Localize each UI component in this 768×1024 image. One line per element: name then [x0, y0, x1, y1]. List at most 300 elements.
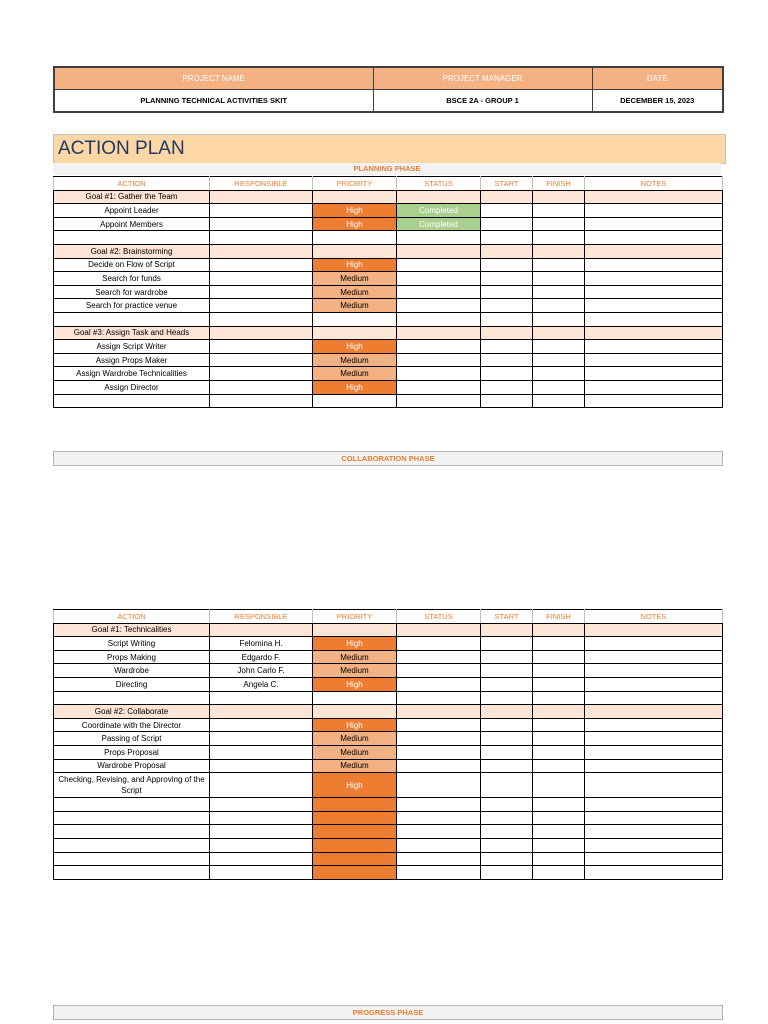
priority-cell: Medium: [313, 745, 397, 759]
empty-row: [54, 866, 723, 880]
responsible-cell: John Carlo F.: [210, 664, 313, 678]
notes-cell: [585, 705, 723, 719]
finish-cell: [533, 380, 585, 394]
responsible-cell: [210, 258, 313, 272]
empty-row: [54, 691, 723, 705]
start-cell: [481, 773, 533, 798]
start-cell: [481, 258, 533, 272]
date-header: DATE: [592, 67, 723, 90]
responsible-cell: [210, 312, 313, 326]
action-cell: [54, 691, 210, 705]
start-cell: [481, 394, 533, 408]
priority-cell: [313, 811, 397, 825]
action-cell: [54, 811, 210, 825]
action-cell: Goal #1: Gather the Team: [54, 190, 210, 204]
responsible-cell: Felomina H.: [210, 637, 313, 651]
collaboration-table: [53, 609, 723, 880]
status-cell: Completed: [397, 217, 481, 231]
column-header-finish: FINISH: [533, 610, 585, 624]
empty-row: [54, 852, 723, 866]
responsible-cell: [210, 394, 313, 408]
action-cell: Assign Script Writer: [54, 340, 210, 354]
status-cell: [397, 705, 481, 719]
status-cell: [397, 299, 481, 313]
status-cell: [397, 394, 481, 408]
responsible-cell: [210, 773, 313, 798]
table-row: [54, 272, 723, 286]
responsible-cell: [210, 623, 313, 637]
column-header-finish: FINISH: [533, 177, 585, 191]
priority-cell: [313, 244, 397, 258]
start-cell: [481, 664, 533, 678]
responsible-cell: [210, 759, 313, 773]
status-cell: [397, 691, 481, 705]
column-header-notes: NOTES: [585, 610, 723, 624]
empty-row: [54, 825, 723, 839]
finish-cell: [533, 272, 585, 286]
column-header-priority: PRIORITY: [313, 610, 397, 624]
start-cell: [481, 231, 533, 245]
status-cell: [397, 718, 481, 732]
progress-phase-label: PROGRESS PHASE: [53, 1005, 723, 1020]
responsible-cell: Edgardo F.: [210, 650, 313, 664]
finish-cell: [533, 326, 585, 340]
priority-cell: Medium: [313, 353, 397, 367]
start-cell: [481, 204, 533, 218]
status-cell: [397, 190, 481, 204]
status-cell: [397, 623, 481, 637]
column-header-action: ACTION: [54, 610, 210, 624]
table-row: [54, 353, 723, 367]
action-cell: [54, 825, 210, 839]
start-cell: [481, 312, 533, 326]
notes-cell: [585, 312, 723, 326]
start-cell: [481, 732, 533, 746]
column-header-responsible: RESPONSIBLE: [210, 177, 313, 191]
start-cell: [481, 866, 533, 880]
notes-cell: [585, 852, 723, 866]
responsible-cell: [210, 340, 313, 354]
action-cell: [54, 798, 210, 812]
finish-cell: [533, 353, 585, 367]
project-manager-value: BSCE 2A - GROUP 1: [373, 90, 592, 113]
priority-cell: [313, 326, 397, 340]
finish-cell: [533, 773, 585, 798]
start-cell: [481, 811, 533, 825]
notes-cell: [585, 759, 723, 773]
empty-row: [54, 838, 723, 852]
table-row: [54, 759, 723, 773]
finish-cell: [533, 285, 585, 299]
empty-row: [54, 394, 723, 408]
status-cell: [397, 811, 481, 825]
start-cell: [481, 838, 533, 852]
page-title: ACTION PLAN: [53, 134, 726, 164]
status-cell: [397, 258, 481, 272]
notes-cell: [585, 380, 723, 394]
finish-cell: [533, 759, 585, 773]
table-row: [54, 367, 723, 381]
status-cell: [397, 637, 481, 651]
finish-cell: [533, 312, 585, 326]
status-cell: [397, 244, 481, 258]
responsible-cell: [210, 190, 313, 204]
priority-cell: Medium: [313, 272, 397, 286]
priority-cell: Medium: [313, 650, 397, 664]
responsible-cell: [210, 691, 313, 705]
finish-cell: [533, 718, 585, 732]
project-name-header: PROJECT NAME: [54, 67, 373, 90]
notes-cell: [585, 677, 723, 691]
status-cell: [397, 285, 481, 299]
column-header-start: START: [481, 610, 533, 624]
collaboration-phase-label: COLLABORATION PHASE: [53, 451, 723, 466]
priority-cell: Medium: [313, 299, 397, 313]
notes-cell: [585, 285, 723, 299]
notes-cell: [585, 691, 723, 705]
responsible-cell: [210, 838, 313, 852]
responsible-cell: [210, 718, 313, 732]
table-row: [54, 217, 723, 231]
priority-cell: [313, 312, 397, 326]
action-cell: Decide on Flow of Script: [54, 258, 210, 272]
responsible-cell: [210, 326, 313, 340]
notes-cell: [585, 204, 723, 218]
column-header-row: [54, 177, 723, 191]
priority-cell: [313, 852, 397, 866]
priority-cell: High: [313, 773, 397, 798]
start-cell: [481, 623, 533, 637]
start-cell: [481, 705, 533, 719]
status-cell: Completed: [397, 204, 481, 218]
start-cell: [481, 340, 533, 354]
priority-cell: [313, 394, 397, 408]
action-cell: Checking, Revising, and Approving of the Script: [54, 773, 210, 798]
status-cell: [397, 838, 481, 852]
notes-cell: [585, 838, 723, 852]
start-cell: [481, 650, 533, 664]
table-row: [54, 204, 723, 218]
status-cell: [397, 650, 481, 664]
table-row: [54, 664, 723, 678]
status-cell: [397, 353, 481, 367]
notes-cell: [585, 623, 723, 637]
priority-cell: [313, 623, 397, 637]
start-cell: [481, 244, 533, 258]
project-name-value: PLANNING TECHNICAL ACTIVITIES SKIT: [54, 90, 373, 113]
priority-cell: [313, 866, 397, 880]
start-cell: [481, 326, 533, 340]
finish-cell: [533, 394, 585, 408]
status-cell: [397, 773, 481, 798]
priority-cell: [313, 190, 397, 204]
action-cell: Wardrobe Proposal: [54, 759, 210, 773]
finish-cell: [533, 825, 585, 839]
priority-cell: High: [313, 258, 397, 272]
action-cell: Coordinate with the Director: [54, 718, 210, 732]
status-cell: [397, 677, 481, 691]
status-cell: [397, 231, 481, 245]
start-cell: [481, 637, 533, 651]
priority-cell: Medium: [313, 285, 397, 299]
status-cell: [397, 367, 481, 381]
table-row: [54, 340, 723, 354]
table-row: [54, 637, 723, 651]
action-cell: Assign Wardrobe Technicalities: [54, 367, 210, 381]
column-header-notes: NOTES: [585, 177, 723, 191]
finish-cell: [533, 852, 585, 866]
priority-cell: High: [313, 637, 397, 651]
start-cell: [481, 691, 533, 705]
priority-cell: [313, 705, 397, 719]
notes-cell: [585, 217, 723, 231]
priority-cell: [313, 798, 397, 812]
table-row: [54, 718, 723, 732]
status-cell: [397, 798, 481, 812]
finish-cell: [533, 838, 585, 852]
date-value: DECEMBER 15, 2023: [592, 90, 723, 113]
start-cell: [481, 380, 533, 394]
notes-cell: [585, 299, 723, 313]
priority-cell: [313, 691, 397, 705]
notes-cell: [585, 394, 723, 408]
status-cell: [397, 732, 481, 746]
action-cell: Props Proposal: [54, 745, 210, 759]
action-cell: Search for practice venue: [54, 299, 210, 313]
column-header-status: STATUS: [397, 610, 481, 624]
notes-cell: [585, 718, 723, 732]
start-cell: [481, 852, 533, 866]
finish-cell: [533, 866, 585, 880]
status-cell: [397, 852, 481, 866]
finish-cell: [533, 691, 585, 705]
action-cell: Appoint Members: [54, 217, 210, 231]
column-header-row: [54, 610, 723, 624]
project-manager-header: PROJECT MANAGER: [373, 67, 592, 90]
priority-cell: [313, 231, 397, 245]
finish-cell: [533, 811, 585, 825]
action-cell: Script Writing: [54, 637, 210, 651]
goal-row: [54, 326, 723, 340]
status-cell: [397, 759, 481, 773]
notes-cell: [585, 353, 723, 367]
status-cell: [397, 825, 481, 839]
responsible-cell: [210, 866, 313, 880]
finish-cell: [533, 650, 585, 664]
table-row: [54, 732, 723, 746]
start-cell: [481, 718, 533, 732]
responsible-cell: [210, 204, 313, 218]
planning-table: [53, 176, 723, 408]
notes-cell: [585, 866, 723, 880]
finish-cell: [533, 732, 585, 746]
responsible-cell: [210, 745, 313, 759]
status-cell: [397, 866, 481, 880]
priority-cell: [313, 838, 397, 852]
responsible-cell: [210, 272, 313, 286]
finish-cell: [533, 299, 585, 313]
responsible-cell: [210, 299, 313, 313]
status-cell: [397, 326, 481, 340]
planning-phase-label: PLANNING PHASE: [53, 163, 721, 175]
notes-cell: [585, 650, 723, 664]
finish-cell: [533, 244, 585, 258]
finish-cell: [533, 637, 585, 651]
responsible-cell: [210, 285, 313, 299]
status-cell: [397, 340, 481, 354]
start-cell: [481, 190, 533, 204]
action-cell: Assign Director: [54, 380, 210, 394]
start-cell: [481, 825, 533, 839]
responsible-cell: [210, 231, 313, 245]
finish-cell: [533, 664, 585, 678]
responsible-cell: [210, 811, 313, 825]
priority-cell: Medium: [313, 367, 397, 381]
project-header-table: [53, 66, 724, 113]
status-cell: [397, 380, 481, 394]
notes-cell: [585, 773, 723, 798]
table-row: [54, 258, 723, 272]
table-row: [54, 745, 723, 759]
responsible-cell: Angela C.: [210, 677, 313, 691]
empty-row: [54, 231, 723, 245]
start-cell: [481, 677, 533, 691]
start-cell: [481, 367, 533, 381]
start-cell: [481, 798, 533, 812]
status-cell: [397, 745, 481, 759]
responsible-cell: [210, 825, 313, 839]
start-cell: [481, 285, 533, 299]
goal-row: [54, 244, 723, 258]
notes-cell: [585, 732, 723, 746]
start-cell: [481, 299, 533, 313]
column-header-responsible: RESPONSIBLE: [210, 610, 313, 624]
goal-row: [54, 705, 723, 719]
action-cell: [54, 231, 210, 245]
empty-row: [54, 798, 723, 812]
notes-cell: [585, 326, 723, 340]
priority-cell: High: [313, 380, 397, 394]
responsible-cell: [210, 705, 313, 719]
action-cell: [54, 312, 210, 326]
responsible-cell: [210, 244, 313, 258]
priority-cell: High: [313, 677, 397, 691]
finish-cell: [533, 204, 585, 218]
finish-cell: [533, 258, 585, 272]
priority-cell: High: [313, 340, 397, 354]
empty-row: [54, 811, 723, 825]
notes-cell: [585, 244, 723, 258]
priority-cell: Medium: [313, 664, 397, 678]
finish-cell: [533, 798, 585, 812]
finish-cell: [533, 231, 585, 245]
start-cell: [481, 745, 533, 759]
notes-cell: [585, 367, 723, 381]
column-header-priority: PRIORITY: [313, 177, 397, 191]
start-cell: [481, 759, 533, 773]
action-cell: Search for wardrobe: [54, 285, 210, 299]
empty-row: [54, 312, 723, 326]
action-cell: Assign Props Maker: [54, 353, 210, 367]
action-cell: Goal #2: Brainstorming: [54, 244, 210, 258]
start-cell: [481, 217, 533, 231]
action-cell: [54, 394, 210, 408]
action-cell: [54, 838, 210, 852]
action-cell: Props Making: [54, 650, 210, 664]
table-row: [54, 285, 723, 299]
action-cell: Goal #1: Technicalities: [54, 623, 210, 637]
finish-cell: [533, 705, 585, 719]
table-row: [54, 380, 723, 394]
action-cell: Goal #3: Assign Task and Heads: [54, 326, 210, 340]
priority-cell: High: [313, 204, 397, 218]
status-cell: [397, 272, 481, 286]
action-cell: [54, 866, 210, 880]
goal-row: [54, 190, 723, 204]
finish-cell: [533, 677, 585, 691]
responsible-cell: [210, 852, 313, 866]
responsible-cell: [210, 732, 313, 746]
finish-cell: [533, 367, 585, 381]
notes-cell: [585, 637, 723, 651]
priority-cell: Medium: [313, 759, 397, 773]
notes-cell: [585, 825, 723, 839]
responsible-cell: [210, 353, 313, 367]
table-row: [54, 773, 723, 798]
action-cell: Wardrobe: [54, 664, 210, 678]
finish-cell: [533, 623, 585, 637]
notes-cell: [585, 258, 723, 272]
table-row: [54, 677, 723, 691]
notes-cell: [585, 745, 723, 759]
notes-cell: [585, 798, 723, 812]
action-cell: Goal #2: Collaborate: [54, 705, 210, 719]
column-header-status: STATUS: [397, 177, 481, 191]
notes-cell: [585, 664, 723, 678]
table-row: [54, 650, 723, 664]
status-cell: [397, 664, 481, 678]
notes-cell: [585, 231, 723, 245]
priority-cell: High: [313, 718, 397, 732]
action-cell: Search for funds: [54, 272, 210, 286]
table-row: [54, 299, 723, 313]
action-cell: Appoint Leader: [54, 204, 210, 218]
responsible-cell: [210, 380, 313, 394]
priority-cell: [313, 825, 397, 839]
column-header-start: START: [481, 177, 533, 191]
notes-cell: [585, 340, 723, 354]
priority-cell: High: [313, 217, 397, 231]
finish-cell: [533, 190, 585, 204]
action-cell: Passing of Script: [54, 732, 210, 746]
finish-cell: [533, 745, 585, 759]
column-header-action: ACTION: [54, 177, 210, 191]
action-cell: [54, 852, 210, 866]
start-cell: [481, 353, 533, 367]
responsible-cell: [210, 217, 313, 231]
notes-cell: [585, 190, 723, 204]
responsible-cell: [210, 798, 313, 812]
priority-cell: Medium: [313, 732, 397, 746]
finish-cell: [533, 217, 585, 231]
action-cell: Directing: [54, 677, 210, 691]
status-cell: [397, 312, 481, 326]
responsible-cell: [210, 367, 313, 381]
finish-cell: [533, 340, 585, 354]
notes-cell: [585, 272, 723, 286]
goal-row: [54, 623, 723, 637]
start-cell: [481, 272, 533, 286]
